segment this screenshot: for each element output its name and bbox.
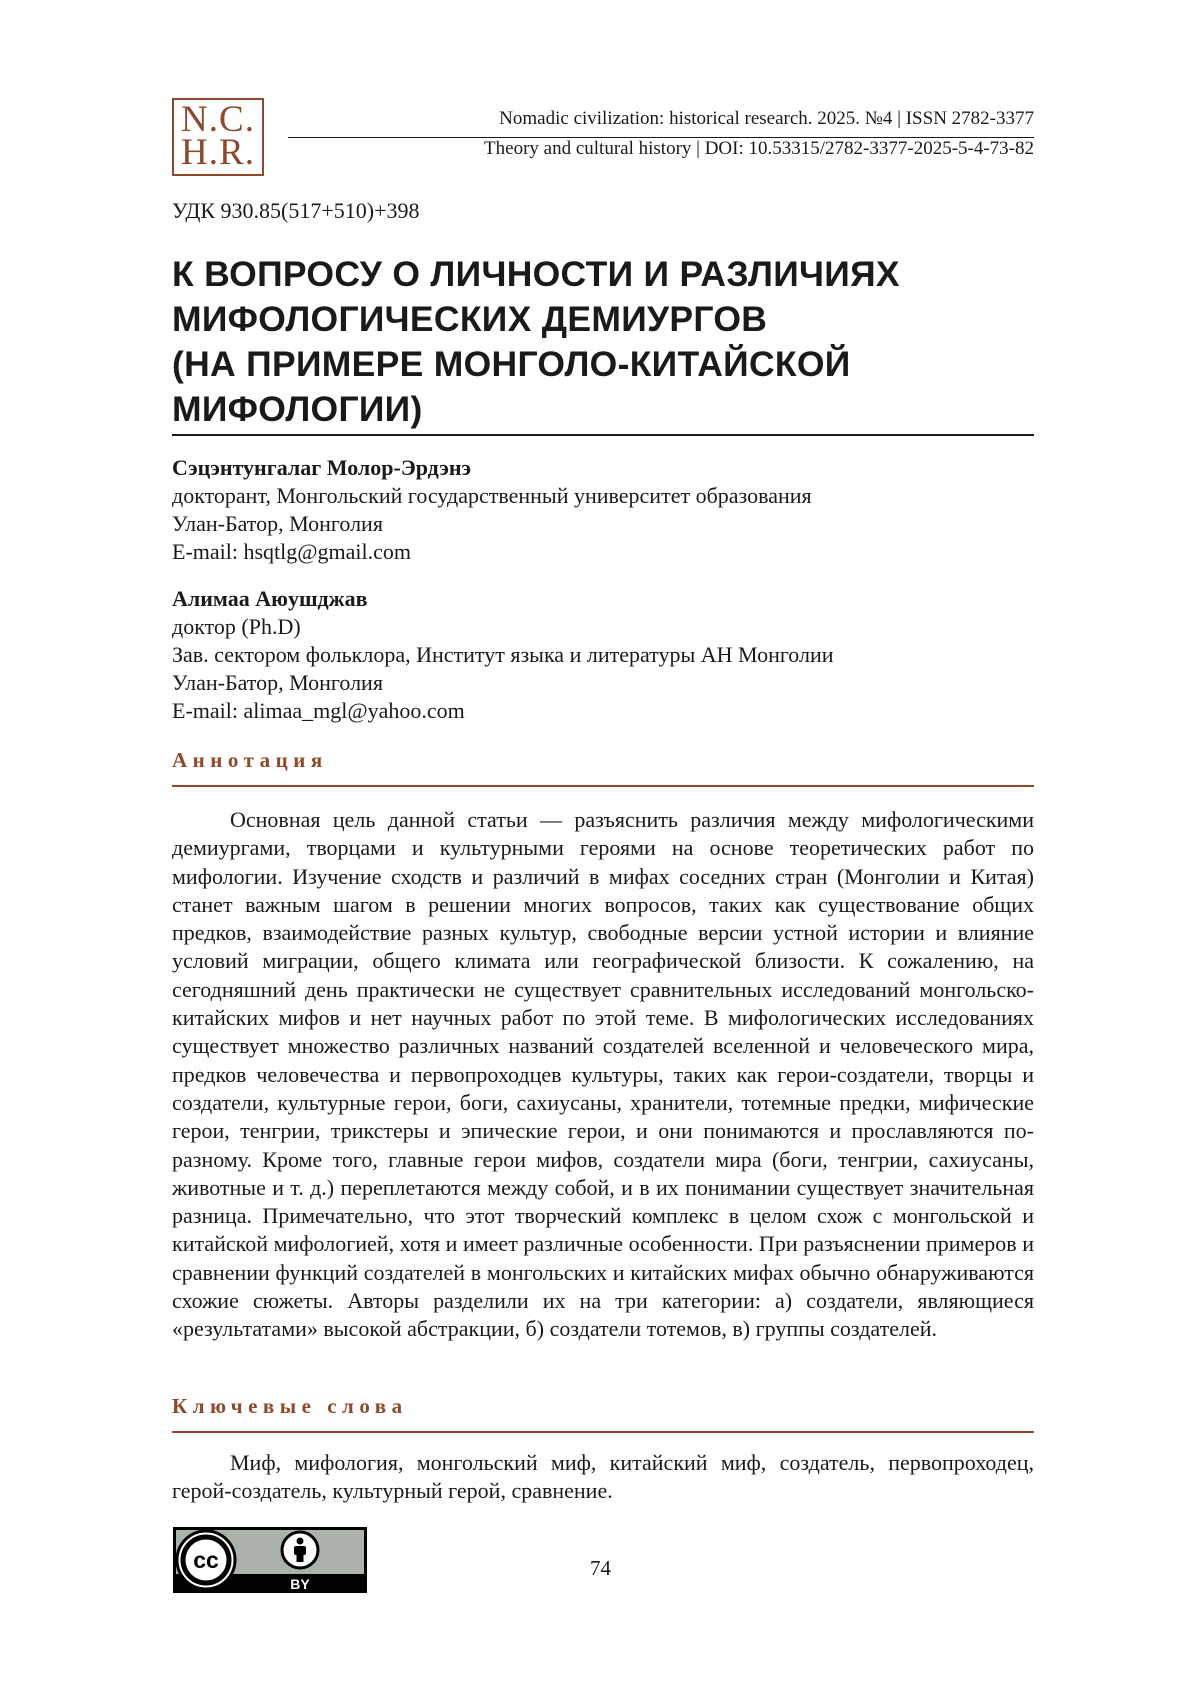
section-doi: Theory and cultural history | DOI: 10.53315/2782-3377-2025-5-4-73-82	[484, 138, 1034, 159]
title-line: (НА ПРИМЕРЕ МОНГОЛО-КИТАЙСКОЙ	[172, 344, 851, 384]
author-email: E-mail: hsqtlg@gmail.com	[172, 539, 412, 564]
logo-line-2: H.R.	[181, 132, 255, 173]
title-line: МИФОЛОГИИ)	[172, 389, 423, 429]
journal-logo	[172, 98, 264, 176]
author-block-1	[172, 454, 812, 566]
author-email: E-mail: alimaa_mgl@yahoo.com	[172, 698, 465, 723]
by-attribution-icon	[282, 1532, 318, 1568]
author-degree: доктор (Ph.D)	[172, 614, 301, 639]
title-line: К ВОПРОСУ О ЛИЧНОСТИ И РАЗЛИЧИЯХ	[172, 254, 900, 294]
cc-label: cc	[193, 1547, 219, 1573]
author-block-2	[172, 585, 834, 725]
abstract-divider	[172, 785, 1034, 787]
title-line: МИФОЛОГИЧЕСКИХ ДЕМИУРГОВ	[172, 299, 768, 339]
author-location: Улан-Батор, Монголия	[172, 670, 383, 695]
by-label: BY	[290, 1576, 310, 1592]
author-position: Зав. сектором фольклора, Институт языка и литературы АН Монголии	[172, 642, 834, 667]
logo-line-1: N.C.	[181, 99, 255, 140]
author-position: докторант, Монгольский государственный университет образования	[172, 483, 812, 508]
abstract-heading: Аннотация	[172, 748, 328, 772]
keywords-heading: Ключевые слова	[172, 1394, 408, 1418]
keywords-divider	[172, 1431, 1034, 1433]
journal-info: Nomadic civilization: historical research. 2025. №4 | ISSN 2782-3377	[499, 108, 1034, 129]
page-number: 74	[590, 1556, 611, 1580]
author-location: Улан-Батор, Монголия	[172, 511, 383, 536]
abstract-text: Основная цель данной статьи — разъяснить различия между мифологическими демиургами, творцами и культурными героями на основе теоретических работ по мифологии. Изучение сходств и различий в мифах соседних стран (Монголии и Китая) станет важным шагом в решении многих вопросов, таких как существование общих предков, взаимодействие разных культур, свободные версии устной истории и влияние условий миграции, общего климата или географической близости. К сожалению, на сегодняшний день практически не существует сравнительных исследований монгольско-китайских мифов и нет научных работ по этой теме. В мифологических исследованиях существует множество различных названий создателей вселенной и человеческого мира, предков человечества и первопроходцев культуры, таких как герои-создатели, творцы и создатели, культурные герои, боги, сахиусаны, хранители, тотемные предки, мифические герои, тенгрии, трикстеры и эпические герои, и они понимаются и прославляются по-разному. Кроме того, главные герои мифов, создатели мира (боги, тенгрии, сахиусаны, животные и т. д.) переплетаются между собой, и в их понимании существует значительная разница. Примечательно, что этот творческий комплекс в целом схож с монгольской и китайской мифологией, хотя и имеет различные особенности. При разъяснении примеров и сравнении функций создателей в монгольских и китайских мифах обычно обнаруживаются схожие сюжеты. Авторы разделили их на три категории: а) создатели, являющиеся «результатами» высокой абстракции, б) создатели тотемов, в) группы создателей.	[172, 807, 1034, 1342]
article-title	[172, 252, 1042, 432]
title-divider	[172, 434, 1034, 436]
udk-code: УДК 930.85(517+510)+398	[172, 198, 420, 223]
author-name: Алимаа Аюушджав	[172, 586, 368, 611]
cc-by-license-badge	[172, 1526, 368, 1594]
keywords-text: Миф, мифология, монгольский миф, китайский миф, создатель, первопроходец, герой-создатель, культурный герой, сравнение.	[172, 1450, 1034, 1504]
author-name: Сэцэнтунгалаг Молор-Эрдэнэ	[172, 455, 472, 480]
